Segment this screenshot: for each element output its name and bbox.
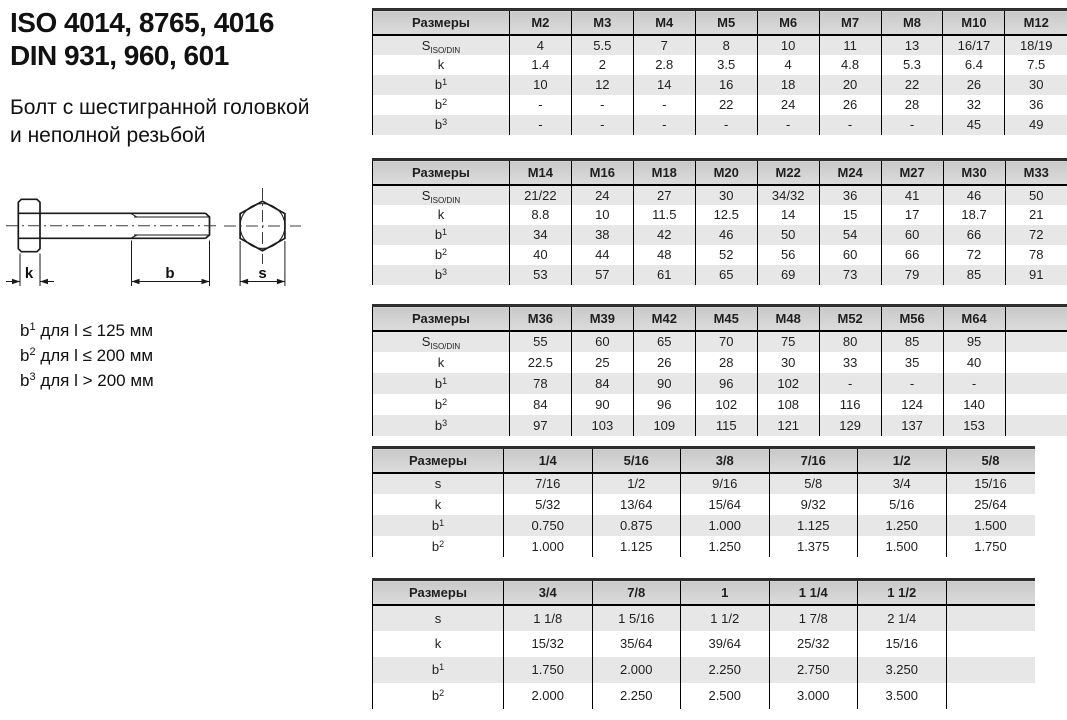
value-cell: 15/16 — [858, 631, 947, 657]
size-header: M22 — [757, 160, 819, 185]
value-cell: 6.4 — [943, 55, 1005, 75]
size-header: M33 — [1005, 160, 1067, 185]
row-label: $b^2$ — [373, 95, 510, 115]
table-row — [373, 605, 1035, 631]
value-cell: 55 — [509, 331, 571, 352]
size-header: M27 — [881, 160, 943, 185]
size-header: M56 — [881, 306, 943, 331]
size-header: M48 — [757, 306, 819, 331]
value-cell: 0.750 — [504, 515, 593, 536]
value-cell: 1 5/16 — [592, 605, 681, 631]
value-cell: 15/32 — [504, 631, 593, 657]
value-cell: 14 — [757, 205, 819, 225]
value-cell: 21 — [1005, 205, 1067, 225]
value-cell: 34 — [509, 225, 571, 245]
value-cell: 5/32 — [504, 494, 593, 515]
row-label: $b^3$ — [373, 265, 510, 285]
value-cell: 1.375 — [769, 536, 858, 557]
value-cell: 80 — [819, 331, 881, 352]
table-inch-3-4-to-1-5 — [372, 578, 1035, 709]
value-cell: 13/64 — [592, 494, 681, 515]
value-cell: 46 — [695, 225, 757, 245]
value-cell: 8 — [695, 35, 757, 55]
value-cell: 26 — [819, 95, 881, 115]
table-row — [373, 373, 1067, 394]
value-cell: 2 1/4 — [858, 605, 947, 631]
value-cell: 2.250 — [592, 683, 681, 709]
row-label: $b^3$ — [373, 415, 510, 436]
value-cell: 3.5 — [695, 55, 757, 75]
table-row — [373, 331, 1067, 352]
value-cell: - — [943, 373, 1005, 394]
value-cell: 103 — [571, 415, 633, 436]
value-cell: 84 — [509, 394, 571, 415]
size-header: 5/8 — [946, 448, 1035, 473]
value-cell: 90 — [571, 394, 633, 415]
value-cell: 9/32 — [769, 494, 858, 515]
value-cell: 2.750 — [769, 657, 858, 683]
size-header: M36 — [509, 306, 571, 331]
value-cell: 38 — [571, 225, 633, 245]
value-cell: 96 — [695, 373, 757, 394]
row-label: $S_{ISO/DIN}$ — [373, 331, 510, 352]
dimension-k-label: k — [24, 265, 34, 282]
size-header: M30 — [943, 160, 1005, 185]
row-label: s — [373, 605, 504, 631]
size-header: 1/2 — [858, 448, 947, 473]
value-cell: - — [819, 373, 881, 394]
row-label: $b^2$ — [373, 683, 504, 709]
size-header: M7 — [819, 10, 881, 35]
value-cell — [1005, 415, 1067, 436]
value-cell: 28 — [695, 352, 757, 373]
row-label: $b^2$ — [373, 536, 504, 557]
table-row — [373, 95, 1067, 115]
value-cell: - — [695, 115, 757, 135]
value-cell — [946, 605, 1035, 631]
value-cell: 54 — [819, 225, 881, 245]
value-cell: 4.8 — [819, 55, 881, 75]
value-cell: 84 — [571, 373, 633, 394]
value-cell: 3.500 — [858, 683, 947, 709]
value-cell: 124 — [881, 394, 943, 415]
table-row — [373, 657, 1035, 683]
table-metric-m2-m12 — [372, 8, 1067, 135]
table-row — [373, 352, 1067, 373]
row-label: k — [373, 352, 510, 373]
value-cell: 1.500 — [946, 515, 1035, 536]
size-header — [1005, 306, 1067, 331]
value-cell: 72 — [943, 245, 1005, 265]
value-cell: 60 — [881, 225, 943, 245]
row-label: k — [373, 494, 504, 515]
value-cell: 1.000 — [504, 536, 593, 557]
sizes-column-header: Размеры — [373, 580, 504, 605]
size-header: M2 — [509, 10, 571, 35]
value-cell: 26 — [633, 352, 695, 373]
value-cell: 97 — [509, 415, 571, 436]
sizes-column-header: Размеры — [373, 448, 504, 473]
size-header: M6 — [757, 10, 819, 35]
note-b3: $b^3$ для l > 200 мм — [20, 371, 154, 390]
value-cell: - — [881, 373, 943, 394]
value-cell: 116 — [819, 394, 881, 415]
size-header: M8 — [881, 10, 943, 35]
value-cell: 7.5 — [1005, 55, 1067, 75]
value-cell: 0.875 — [592, 515, 681, 536]
size-header: M52 — [819, 306, 881, 331]
value-cell: 78 — [509, 373, 571, 394]
sizes-column-header: Размеры — [373, 10, 510, 35]
value-cell: 9/16 — [681, 473, 770, 494]
table-inch-quarter-to-5-8 — [372, 446, 1035, 557]
table-metric-m2-m12-grid — [372, 8, 1067, 135]
table-row — [373, 265, 1067, 285]
value-cell: 129 — [819, 415, 881, 436]
value-cell: 53 — [509, 265, 571, 285]
value-cell: - — [571, 115, 633, 135]
size-header: 1 — [681, 580, 770, 605]
table-row — [373, 205, 1067, 225]
value-cell: 2.000 — [504, 683, 593, 709]
row-label: k — [373, 631, 504, 657]
size-header: M18 — [633, 160, 695, 185]
table-metric-m14-m33 — [372, 158, 1067, 285]
value-cell: 11.5 — [633, 205, 695, 225]
size-header: M42 — [633, 306, 695, 331]
value-cell: 26 — [943, 75, 1005, 95]
value-cell: 1.000 — [681, 515, 770, 536]
value-cell: 61 — [633, 265, 695, 285]
value-cell: 16 — [695, 75, 757, 95]
value-cell: 5.3 — [881, 55, 943, 75]
value-cell: - — [509, 115, 571, 135]
row-label: $b^1$ — [373, 657, 504, 683]
value-cell: 36 — [1005, 95, 1067, 115]
value-cell: 75 — [757, 331, 819, 352]
value-cell — [946, 631, 1035, 657]
value-cell: - — [633, 95, 695, 115]
value-cell: 85 — [943, 265, 1005, 285]
value-cell: 28 — [881, 95, 943, 115]
value-cell: 21/22 — [509, 185, 571, 205]
value-cell: 42 — [633, 225, 695, 245]
row-label: k — [373, 205, 510, 225]
value-cell: 78 — [1005, 245, 1067, 265]
value-cell — [1005, 373, 1067, 394]
value-cell: 70 — [695, 331, 757, 352]
value-cell: 1.250 — [858, 515, 947, 536]
table-row — [373, 473, 1035, 494]
value-cell: 39/64 — [681, 631, 770, 657]
table-row — [373, 115, 1067, 135]
value-cell: 44 — [571, 245, 633, 265]
value-cell: 137 — [881, 415, 943, 436]
value-cell: 15/64 — [681, 494, 770, 515]
row-label: $b^3$ — [373, 115, 510, 135]
size-header: 3/4 — [504, 580, 593, 605]
value-cell: 2 — [571, 55, 633, 75]
value-cell: 60 — [819, 245, 881, 265]
value-cell: 1.4 — [509, 55, 571, 75]
value-cell: 24 — [571, 185, 633, 205]
size-header: 1 1/4 — [769, 580, 858, 605]
value-cell: 10 — [509, 75, 571, 95]
value-cell: 11 — [819, 35, 881, 55]
value-cell: 65 — [695, 265, 757, 285]
row-label: $b^2$ — [373, 245, 510, 265]
table-row — [373, 185, 1067, 205]
value-cell: - — [633, 115, 695, 135]
value-cell: 5/8 — [769, 473, 858, 494]
table-row — [373, 536, 1035, 557]
value-cell: 2.000 — [592, 657, 681, 683]
table-metric-m36-m64-grid — [372, 304, 1067, 436]
value-cell: 27 — [633, 185, 695, 205]
value-cell: 1.750 — [946, 536, 1035, 557]
value-cell: 95 — [943, 331, 1005, 352]
value-cell: 24 — [757, 95, 819, 115]
row-label: $b^1$ — [373, 515, 504, 536]
bolt-technical-drawing — [0, 180, 360, 310]
row-label: k — [373, 55, 510, 75]
value-cell: 30 — [695, 185, 757, 205]
value-cell: 85 — [881, 331, 943, 352]
table-inch-3-4-to-1-5-grid — [372, 578, 1035, 709]
value-cell: 48 — [633, 245, 695, 265]
size-header: M5 — [695, 10, 757, 35]
table-row — [373, 494, 1035, 515]
value-cell: 25/32 — [769, 631, 858, 657]
value-cell: 20 — [819, 75, 881, 95]
table-row — [373, 245, 1067, 265]
value-cell: 1.125 — [592, 536, 681, 557]
table-row — [373, 515, 1035, 536]
value-cell: 18/19 — [1005, 35, 1067, 55]
size-header: 5/16 — [592, 448, 681, 473]
value-cell: 12.5 — [695, 205, 757, 225]
sizes-column-header: Размеры — [373, 306, 510, 331]
thread-length-notes — [20, 318, 154, 393]
value-cell: 3.000 — [769, 683, 858, 709]
dimension-b-label: b — [165, 265, 175, 282]
value-cell — [946, 683, 1035, 709]
value-cell: 2.500 — [681, 683, 770, 709]
value-cell: 102 — [757, 373, 819, 394]
value-cell: 30 — [1005, 75, 1067, 95]
size-header: 3/8 — [681, 448, 770, 473]
table-row — [373, 415, 1067, 436]
table-row — [373, 35, 1067, 55]
size-header: 1 1/2 — [858, 580, 947, 605]
value-cell: 45 — [943, 115, 1005, 135]
note-b1: $b^1$ для l ≤ 125 мм — [20, 321, 154, 340]
size-header: 7/16 — [769, 448, 858, 473]
value-cell: 73 — [819, 265, 881, 285]
table-row — [373, 394, 1067, 415]
size-header: M16 — [571, 160, 633, 185]
size-header: M20 — [695, 160, 757, 185]
value-cell: 69 — [757, 265, 819, 285]
value-cell: 4 — [757, 55, 819, 75]
value-cell: 72 — [1005, 225, 1067, 245]
value-cell: 66 — [881, 245, 943, 265]
value-cell: 18 — [757, 75, 819, 95]
value-cell: 25/64 — [946, 494, 1035, 515]
value-cell: 50 — [757, 225, 819, 245]
value-cell: 108 — [757, 394, 819, 415]
value-cell: 40 — [509, 245, 571, 265]
value-cell: - — [819, 115, 881, 135]
size-header: M4 — [633, 10, 695, 35]
table-row — [373, 75, 1067, 95]
value-cell: 1.750 — [504, 657, 593, 683]
value-cell: 1 1/8 — [504, 605, 593, 631]
value-cell: 10 — [757, 35, 819, 55]
value-cell: 57 — [571, 265, 633, 285]
table-inch-quarter-to-5-8-grid — [372, 446, 1035, 557]
value-cell: 2.250 — [681, 657, 770, 683]
value-cell: 12 — [571, 75, 633, 95]
value-cell: - — [509, 95, 571, 115]
value-cell: 2.8 — [633, 55, 695, 75]
value-cell: 22 — [881, 75, 943, 95]
row-label: $b^1$ — [373, 75, 510, 95]
value-cell: - — [757, 115, 819, 135]
size-header: M64 — [943, 306, 1005, 331]
value-cell: 91 — [1005, 265, 1067, 285]
value-cell: 35 — [881, 352, 943, 373]
note-b2: $b^2$ для l ≤ 200 мм — [20, 346, 154, 365]
value-cell — [1005, 352, 1067, 373]
value-cell: 66 — [943, 225, 1005, 245]
size-header: 7/8 — [592, 580, 681, 605]
value-cell: 34/32 — [757, 185, 819, 205]
size-header: M39 — [571, 306, 633, 331]
size-header — [946, 580, 1035, 605]
value-cell: 35/64 — [592, 631, 681, 657]
value-cell: 13 — [881, 35, 943, 55]
value-cell: 33 — [819, 352, 881, 373]
value-cell: 7/16 — [504, 473, 593, 494]
table-metric-m14-m33-grid — [372, 158, 1067, 285]
table-row — [373, 55, 1067, 75]
value-cell: 22 — [695, 95, 757, 115]
dimension-s-label: s — [258, 265, 267, 282]
iso-standards-line: ISO 4014, 8765, 4016 — [10, 7, 274, 38]
value-cell: 96 — [633, 394, 695, 415]
product-description — [10, 94, 309, 150]
value-cell: 1.500 — [858, 536, 947, 557]
value-cell: 60 — [571, 331, 633, 352]
value-cell: - — [571, 95, 633, 115]
description-line-1: Болт с шестигранной головкой — [10, 96, 310, 119]
value-cell: 153 — [943, 415, 1005, 436]
value-cell: 41 — [881, 185, 943, 205]
value-cell: 65 — [633, 331, 695, 352]
value-cell: 1 1/2 — [681, 605, 770, 631]
value-cell — [1005, 331, 1067, 352]
table-metric-m36-m64 — [372, 304, 1067, 436]
table-row — [373, 683, 1035, 709]
value-cell: 17 — [881, 205, 943, 225]
value-cell: 1 7/8 — [769, 605, 858, 631]
value-cell: 5.5 — [571, 35, 633, 55]
value-cell: 4 — [509, 35, 571, 55]
size-header: M3 — [571, 10, 633, 35]
value-cell: 1/2 — [592, 473, 681, 494]
value-cell: 36 — [819, 185, 881, 205]
size-header: M10 — [943, 10, 1005, 35]
description-line-2: и неполной резьбой — [10, 124, 206, 147]
value-cell: 1.250 — [681, 536, 770, 557]
standards-title — [10, 6, 274, 72]
value-cell: 32 — [943, 95, 1005, 115]
row-label: $S_{ISO/DIN}$ — [373, 35, 510, 55]
value-cell: 56 — [757, 245, 819, 265]
size-header: M24 — [819, 160, 881, 185]
value-cell: 8.8 — [509, 205, 571, 225]
size-header: M14 — [509, 160, 571, 185]
value-cell: 49 — [1005, 115, 1067, 135]
value-cell — [946, 657, 1035, 683]
table-row — [373, 631, 1035, 657]
value-cell — [1005, 394, 1067, 415]
value-cell: 90 — [633, 373, 695, 394]
value-cell: 115 — [695, 415, 757, 436]
row-label: $b^1$ — [373, 373, 510, 394]
value-cell: 46 — [943, 185, 1005, 205]
value-cell: 50 — [1005, 185, 1067, 205]
row-label: $b^2$ — [373, 394, 510, 415]
row-label: $S_{ISO/DIN}$ — [373, 185, 510, 205]
value-cell: 15 — [819, 205, 881, 225]
value-cell: 109 — [633, 415, 695, 436]
value-cell: 3.250 — [858, 657, 947, 683]
value-cell: 15/16 — [946, 473, 1035, 494]
value-cell: 7 — [633, 35, 695, 55]
value-cell: 10 — [571, 205, 633, 225]
size-header: M45 — [695, 306, 757, 331]
table-row — [373, 225, 1067, 245]
row-label: $b^1$ — [373, 225, 510, 245]
value-cell: 1.125 — [769, 515, 858, 536]
value-cell: 14 — [633, 75, 695, 95]
value-cell: 102 — [695, 394, 757, 415]
value-cell: 30 — [757, 352, 819, 373]
value-cell: 121 — [757, 415, 819, 436]
value-cell: 25 — [571, 352, 633, 373]
value-cell: 40 — [943, 352, 1005, 373]
size-header: M12 — [1005, 10, 1067, 35]
value-cell: - — [881, 115, 943, 135]
value-cell: 52 — [695, 245, 757, 265]
value-cell: 5/16 — [858, 494, 947, 515]
value-cell: 18.7 — [943, 205, 1005, 225]
size-header: 1/4 — [504, 448, 593, 473]
value-cell: 16/17 — [943, 35, 1005, 55]
value-cell: 140 — [943, 394, 1005, 415]
sizes-column-header: Размеры — [373, 160, 510, 185]
value-cell: 22.5 — [509, 352, 571, 373]
row-label: s — [373, 473, 504, 494]
value-cell: 79 — [881, 265, 943, 285]
din-standards-line: DIN 931, 960, 601 — [10, 40, 229, 71]
value-cell: 3/4 — [858, 473, 947, 494]
